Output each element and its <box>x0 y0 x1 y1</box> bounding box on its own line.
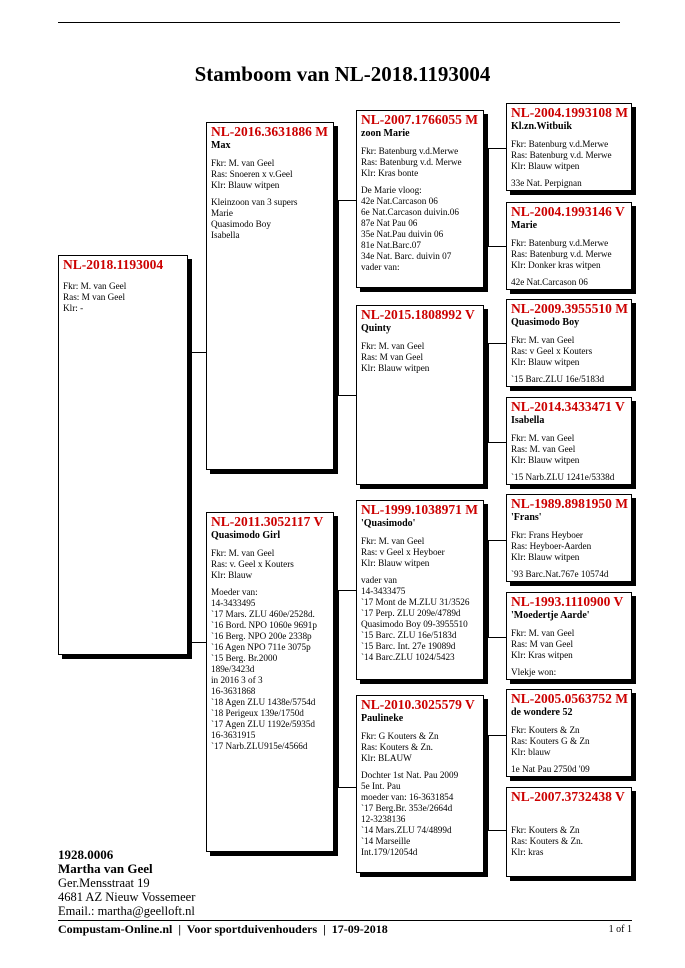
color-line: Klr: Donker kras witpen <box>511 260 601 270</box>
breed-line: Ras: M. van Geel <box>511 444 576 454</box>
color-line: Klr: - <box>63 303 84 313</box>
color-line: Klr: Kras witpen <box>511 650 573 660</box>
connector <box>188 352 206 353</box>
note-line: Int.179/12054d <box>361 847 418 857</box>
note-line: `14 Mars.ZLU 74/4899d <box>361 825 452 835</box>
ring-number: NL-2011.3052117 V <box>211 514 324 529</box>
note-line: Dochter 1st Nat. Pau 2009 <box>361 770 459 780</box>
note-line: 14-3433475 <box>361 586 406 596</box>
note-line: `17 Perp. ZLU 209e/4789d <box>361 608 461 618</box>
pedigree-card-ggp-5[interactable] <box>506 494 632 582</box>
note-line: `17 Mars. ZLU 460e/2528d. <box>211 609 315 619</box>
pigeon-name: 'Moedertje Aarde' <box>511 610 590 621</box>
color-line: Klr: Blauw <box>211 570 253 580</box>
owner-name: Martha van Geel <box>58 861 153 876</box>
breed-line: Ras: Snoeren x v.Geel <box>211 169 293 179</box>
color-line: Klr: Blauw witpen <box>361 363 430 373</box>
note-line: 87e Nat Pau 06 <box>361 218 418 228</box>
note-line: Quasimodo Boy 09-3955510 <box>361 619 468 629</box>
note-line: 1e Nat Pau 2750d '09 <box>511 764 590 774</box>
note-line: `14 Barc.ZLU 1024/5423 <box>361 652 455 662</box>
ring-number: NL-2004.1993146 V <box>511 204 625 219</box>
breeder-line: Fkr: M. van Geel <box>511 433 575 443</box>
breed-line: Ras: M van Geel <box>511 639 574 649</box>
note-line: 6e Nat.Carcason duivin.06 <box>361 207 459 217</box>
breed-line: Ras: v Geel x Heyboer <box>361 547 445 557</box>
ring-number: NL-2005.0563752 M <box>511 691 628 706</box>
breed-line: Ras: Kouters & Zn. <box>361 742 433 752</box>
breeder-line: Fkr: Batenburg v.d.Merwe <box>511 238 609 248</box>
breed-line: Ras: M van Geel <box>63 292 126 302</box>
note-line: `17 Berg.Br. 353e/2664d <box>361 803 453 813</box>
pigeon-name: 'Quasimodo' <box>361 518 416 529</box>
pigeon-name: Quasimodo Boy <box>511 317 580 328</box>
ring-number: NL-2015.1808992 V <box>361 307 475 322</box>
pedigree-card-ggp-2[interactable] <box>506 202 632 290</box>
pedigree-card-father[interactable] <box>206 122 334 470</box>
pigeon-name: zoon Marie <box>361 128 410 139</box>
color-line: Klr: Blauw witpen <box>211 180 280 190</box>
breed-line: Ras: Kouters G & Zn <box>511 736 590 746</box>
note-line: `15 Narb.ZLU 1241e/5338d <box>511 472 615 482</box>
ring-number: NL-1999.1038971 M <box>361 502 478 517</box>
breeder-line: Fkr: M. van Geel <box>361 536 425 546</box>
note-line: De Marie vloog: <box>361 185 422 195</box>
note-line: `16 Agen NPO 711e 3075p <box>211 642 311 652</box>
note-line: vader van <box>361 575 397 585</box>
ring-number: NL-2009.3955510 M <box>511 301 628 316</box>
breeder-line: Fkr: M. van Geel <box>361 341 425 351</box>
ring-number: NL-1993.1110900 V <box>511 594 624 609</box>
pedigree-card-gm-maternal[interactable] <box>356 695 484 873</box>
note-line: `18 Agen ZLU 1438e/5754d <box>211 697 316 707</box>
breeder-line: Fkr: M. van Geel <box>63 281 127 291</box>
breed-line: Ras: Batenburg v.d. Merwe <box>511 150 612 160</box>
color-line: Klr: Blauw witpen <box>511 161 580 171</box>
connector <box>338 787 356 788</box>
color-line: Klr: BLAUW <box>361 753 412 763</box>
breeder-line: Fkr: Kouters & Zn <box>511 725 580 735</box>
ring-number: NL-2010.3025579 V <box>361 697 475 712</box>
note-line: Kleinzoon van 3 supers <box>211 197 298 207</box>
ring-number: NL-2004.1993108 M <box>511 105 628 120</box>
note-line: `17 Narb.ZLU915e/4566d <box>211 741 308 751</box>
note-line: 16-3631868 <box>211 686 256 696</box>
breeder-line: Fkr: G Kouters & Zn <box>361 731 439 741</box>
note-line: `16 Bord. NPO 1060e 9691p <box>211 620 317 630</box>
note-line: Isabella <box>211 230 240 240</box>
note-line: 34e Nat. Barc. duivin 07 <box>361 251 452 261</box>
breeder-line: Fkr: M. van Geel <box>511 335 575 345</box>
pigeon-name: Paulineke <box>361 713 404 724</box>
note-line: `15 Barc. ZLU 16e/5183d <box>361 630 457 640</box>
pedigree-card-gf-paternal[interactable] <box>356 110 484 288</box>
note-line: 16-3631915 <box>211 730 256 740</box>
pigeon-name: de wondere 52 <box>511 707 573 718</box>
note-line: `15 Berg. Br.2000 <box>211 653 278 663</box>
connector <box>488 148 489 247</box>
pigeon-name: Isabella <box>511 415 545 426</box>
pedigree-card-subject[interactable] <box>58 255 188 655</box>
note-line: Vlekje won: <box>511 667 557 677</box>
connector <box>188 642 206 643</box>
breeder-line: Fkr: Kouters & Zn <box>511 825 580 835</box>
note-line: `15 Barc.ZLU 16e/5183d <box>511 374 605 384</box>
breed-line: Ras: M van Geel <box>361 352 424 362</box>
breed-line: Ras: v. Geel x Kouters <box>211 559 294 569</box>
owner-address: Ger.Mensstraat 19 <box>58 876 150 890</box>
note-line: Moeder van: <box>211 587 258 597</box>
connector <box>488 830 506 831</box>
pedigree-card-gm-paternal[interactable] <box>356 305 484 485</box>
ring-number: NL-1989.8981950 M <box>511 496 628 511</box>
connector <box>338 590 339 788</box>
breed-line: Ras: v Geel x Kouters <box>511 346 593 356</box>
note-line: 81e Nat.Barc.07 <box>361 240 421 250</box>
breeder-line: Fkr: Batenburg v.d.Merwe <box>361 146 459 156</box>
owner-email: Email.: martha@geelloft.nl <box>58 904 195 918</box>
connector <box>338 200 356 201</box>
owner-code: 1928.0006 <box>58 847 114 862</box>
connector <box>488 540 489 638</box>
connector <box>488 540 506 541</box>
note-line: Marie <box>211 208 233 218</box>
note-line: Quasimodo Boy <box>211 219 271 229</box>
connector <box>488 148 506 149</box>
connector <box>188 352 189 643</box>
footer-bar <box>58 922 632 937</box>
footer-text: Compustam-Online.nl | Voor sportduivenhouders | 17-09-2018 <box>58 922 388 936</box>
color-line: Klr: blauw <box>511 747 551 757</box>
note-line: 189e/3423d <box>211 664 255 674</box>
pedigree-card-ggp-4[interactable] <box>506 397 632 485</box>
pigeon-name: Kl.zn.Witbuik <box>511 121 572 132</box>
note-line: 33e Nat. Perpignan <box>511 178 582 188</box>
breeder-line: Fkr: Batenburg v.d.Merwe <box>511 139 609 149</box>
pedigree-card-ggp-8[interactable] <box>506 787 632 877</box>
breed-line: Ras: Batenburg v.d. Merwe <box>511 249 612 259</box>
pedigree-card-mother[interactable] <box>206 512 334 852</box>
note-line: `17 Agen ZLU 1192e/5935d <box>211 719 316 729</box>
footer-rule <box>58 920 632 921</box>
pedigree-card-ggp-7[interactable] <box>506 689 632 777</box>
color-line: Klr: kras <box>511 847 544 857</box>
breeder-line: Fkr: M. van Geel <box>211 548 275 558</box>
note-line: `14 Marseille <box>361 836 411 846</box>
pigeon-name: 'Frans' <box>511 512 542 523</box>
color-line: Klr: Blauw witpen <box>511 455 580 465</box>
ring-number: NL-2016.3631886 M <box>211 124 328 139</box>
connector <box>338 200 339 396</box>
note-line: `93 Barc.Nat.767e 10574d <box>511 569 609 579</box>
pigeon-name: Quasimodo Girl <box>211 530 281 541</box>
connector <box>488 246 506 247</box>
note-line: 5e Int. Pau <box>361 781 401 791</box>
connector <box>338 395 356 396</box>
pigeon-name: Max <box>211 140 231 151</box>
pigeon-name: Marie <box>511 220 538 231</box>
note-line: `18 Perigeux 139e/1750d <box>211 708 304 718</box>
breed-line: Ras: Kouters & Zn. <box>511 836 583 846</box>
note-line: 42e Nat.Carcason 06 <box>511 277 588 287</box>
note-line: 12-3238136 <box>361 814 406 824</box>
connector <box>488 343 506 344</box>
note-line: 14-3433495 <box>211 598 256 608</box>
breed-line: Ras: Heyboer-Aarden <box>511 541 592 551</box>
ring-number: NL-2018.1193004 <box>63 257 164 272</box>
connector <box>338 590 356 591</box>
page-title: Stamboom van NL-2018.1193004 <box>194 62 491 86</box>
note-line: `15 Barc. Int. 27e 19089d <box>361 641 456 651</box>
breeder-line: Fkr: Frans Heyboer <box>511 530 583 540</box>
breeder-line: Fkr: M. van Geel <box>211 158 275 168</box>
note-line: `16 Berg. NPO 200e 2338p <box>211 631 312 641</box>
connector <box>488 735 506 736</box>
note-line: moeder van: 16-3631854 <box>361 792 454 802</box>
note-line: vader van: <box>361 262 400 272</box>
pedigree-card-ggp-3[interactable] <box>506 299 632 387</box>
connector <box>488 735 489 831</box>
note-line: in 2016 3 of 3 <box>211 675 263 685</box>
pigeon-name: Quinty <box>361 323 392 334</box>
color-line: Klr: Kras bonte <box>361 168 419 178</box>
pigeon-name <box>511 805 627 817</box>
pedigree-card-ggp-1[interactable] <box>506 103 632 191</box>
color-line: Klr: Blauw witpen <box>511 357 580 367</box>
owner-city: 4681 AZ Nieuw Vossemeer <box>58 890 196 904</box>
page-number: 1 of 1 <box>608 924 632 935</box>
connector <box>488 637 506 638</box>
breed-line: Ras: Batenburg v.d. Merwe <box>361 157 462 167</box>
color-line: Klr: Blauw witpen <box>511 552 580 562</box>
connector <box>488 343 489 443</box>
note-line: `17 Mont de M.ZLU 31/3526 <box>361 597 470 607</box>
owner-info <box>58 848 195 918</box>
pedigree-card-ggp-6[interactable] <box>506 592 632 680</box>
connector <box>488 442 506 443</box>
ring-number: NL-2007.1766055 M <box>361 112 478 127</box>
top-rule <box>58 22 620 23</box>
note-line: 35e Nat.Pau duivin 06 <box>361 229 444 239</box>
color-line: Klr: Blauw witpen <box>361 558 430 568</box>
ring-number: NL-2014.3433471 V <box>511 399 625 414</box>
pedigree-card-gf-maternal[interactable] <box>356 500 484 680</box>
ring-number: NL-2007.3732438 V <box>511 789 625 804</box>
breeder-line: Fkr: M. van Geel <box>511 628 575 638</box>
note-line: 42e Nat.Carcason 06 <box>361 196 438 206</box>
